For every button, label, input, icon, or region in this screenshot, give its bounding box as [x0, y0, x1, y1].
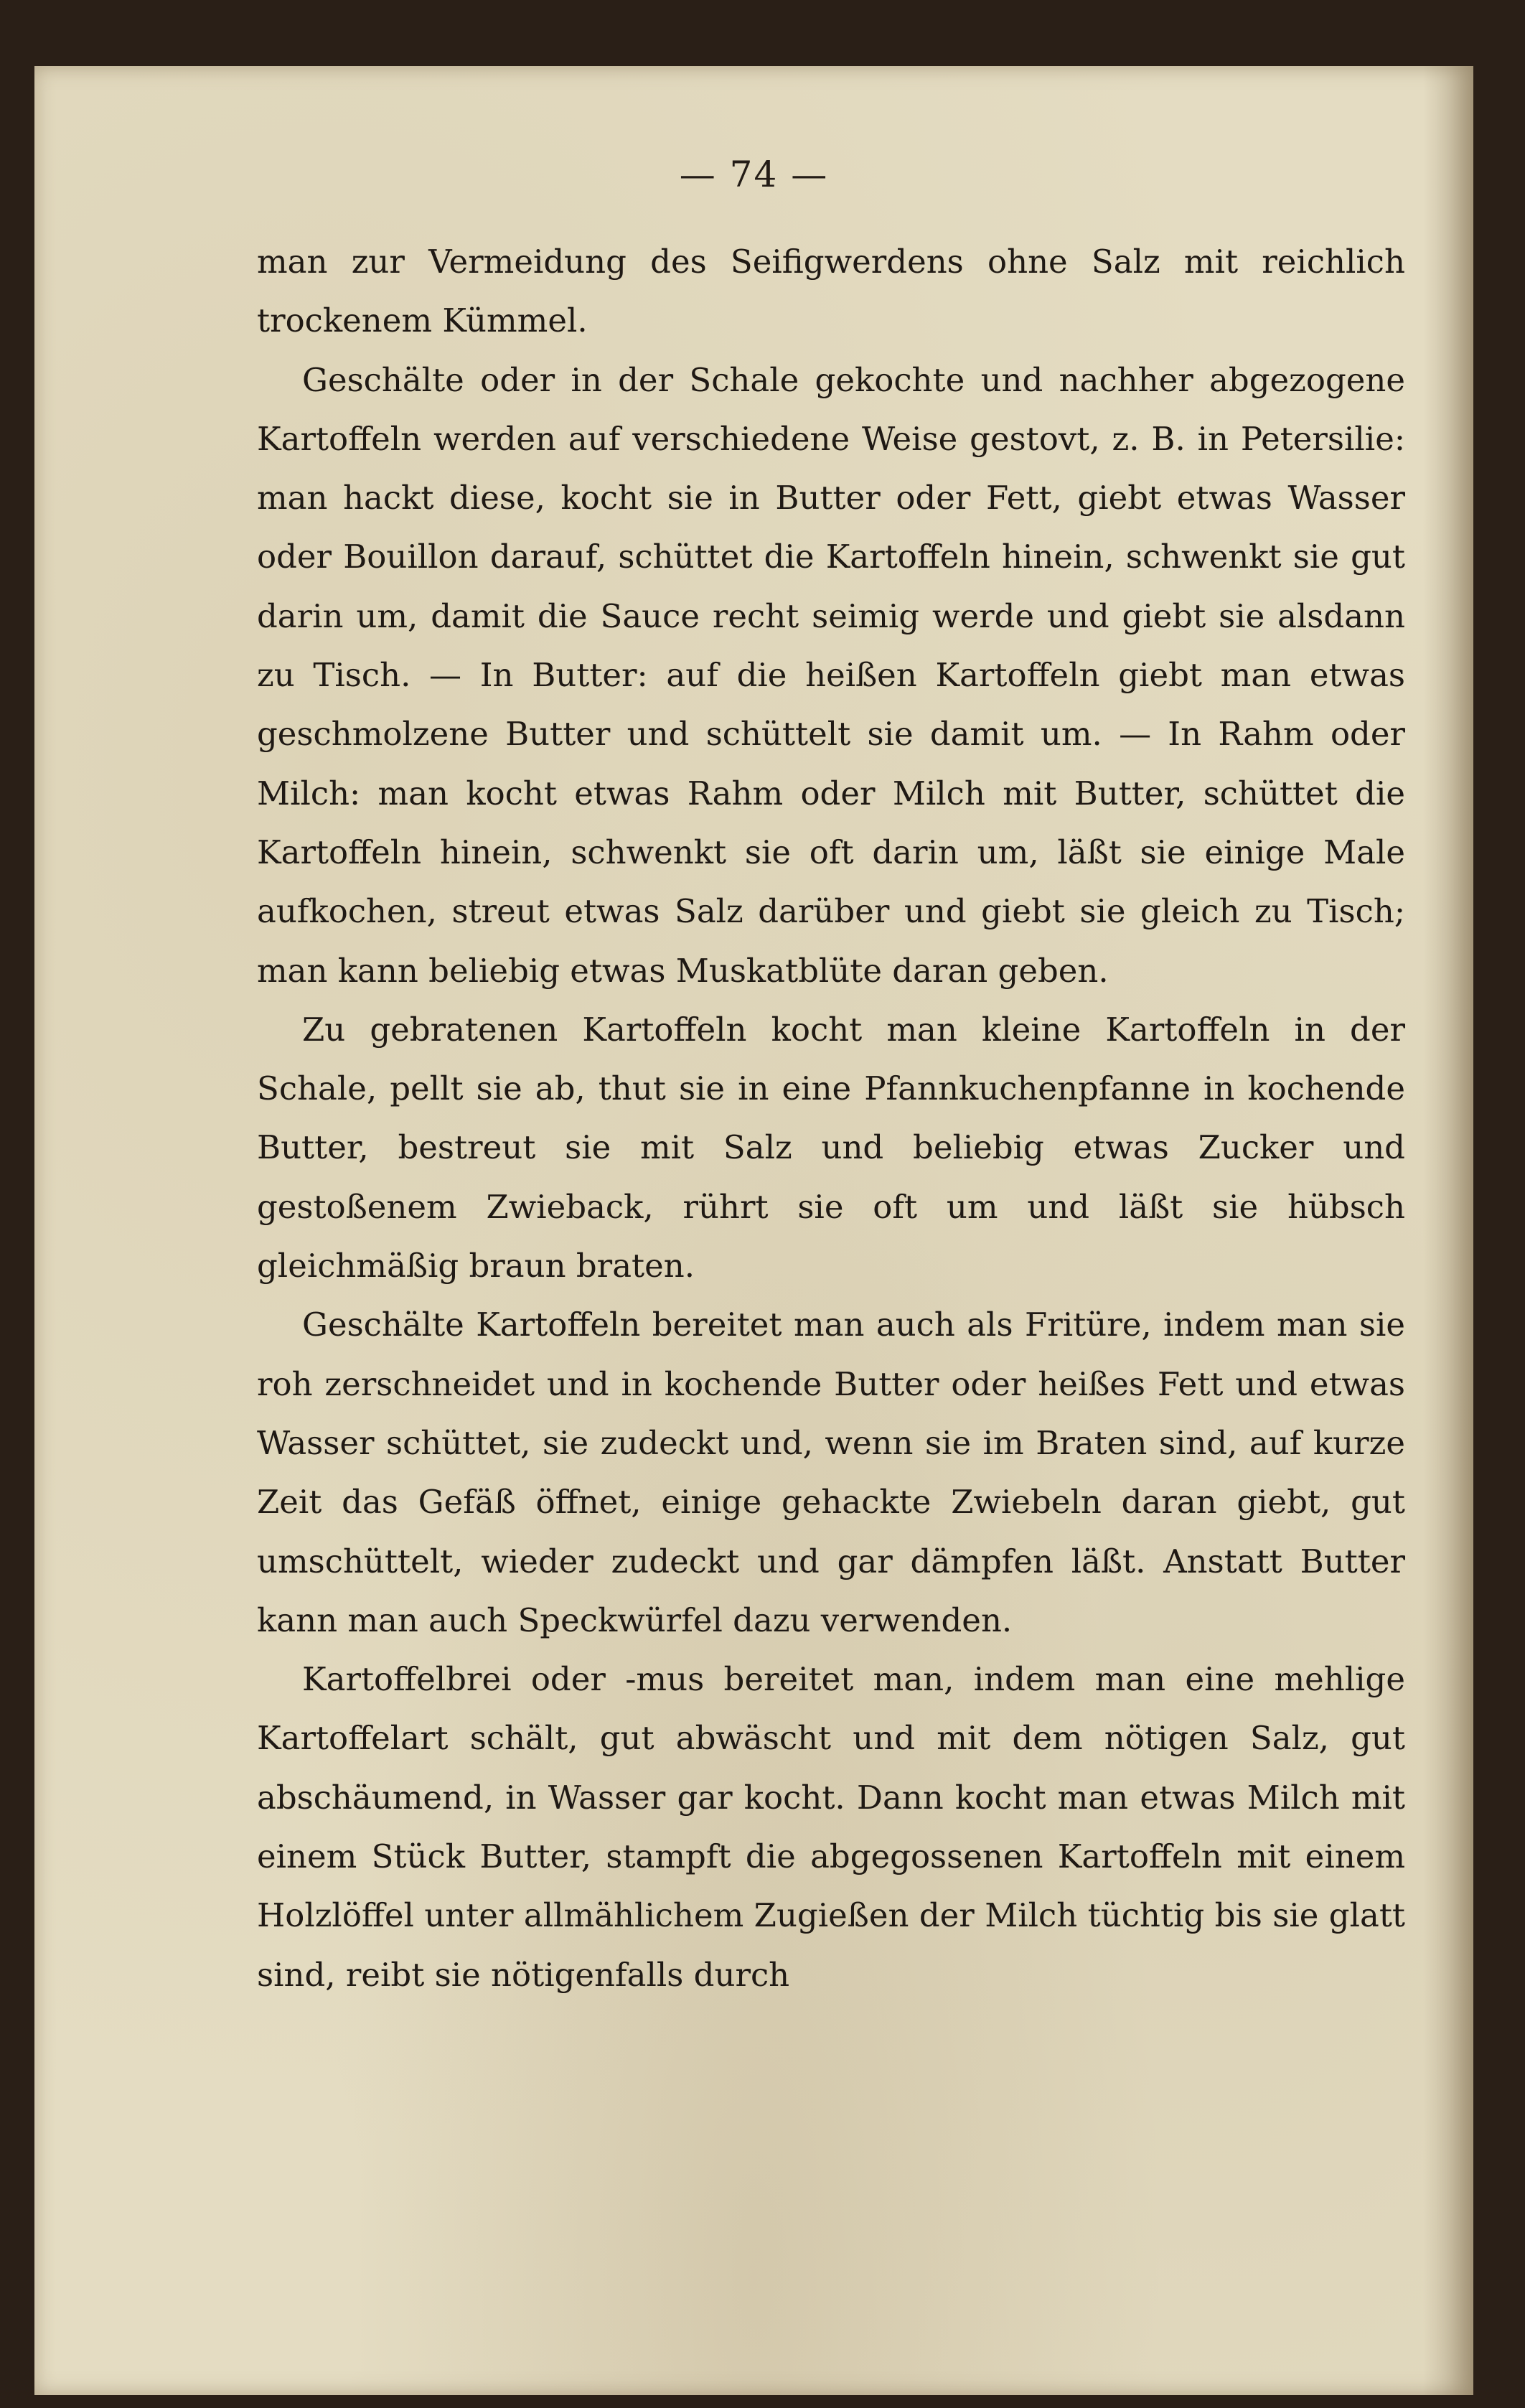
- paragraph-1: man zur Vermeidung des Seifigwerdens ohne Salz mit reichlich trockenem Kümmel.: [257, 243, 1405, 340]
- paragraph-4: Geschälte Kartoffeln bereitet man auch als Fritüre, indem man sie roh zerschneidet und in kochende Butter oder heißes Fett und etwas Wasser schüttet, sie zudeckt und, wenn sie im Braten sind, auf kurze Zeit das Gefäß öffnet, einige gehackte Zwiebeln daran giebt, gut umschüttelt, wieder zudeckt und gar dämpfen läßt. Anstatt Butter kann man auch Speckwürfel dazu verwenden.: [257, 1306, 1405, 1639]
- paragraph-3: Zu gebratenen Kartoffeln kocht man kleine Kartoffeln in der Schale, pellt sie ab, thut sie in eine Pfannkuchenpfanne in kochende Butter, bestreut sie mit Salz und beliebig etwas Zucker und gestoßenem Zwieback, rührt sie oft um und läßt sie hübsch gleichmäßig braun braten.: [257, 1010, 1405, 1285]
- page-number: — 74 —: [679, 154, 829, 195]
- page-edge-shadow: [1423, 66, 1473, 2395]
- book-page: [34, 66, 1473, 2395]
- paragraph-2: Geschälte oder in der Schale gekochte und nachher abgezogene Kartoffeln werden auf verschiedene Weise gestovt, z. B. in Petersilie: man hackt diese, kocht sie in Butter oder Fett, giebt etwas Wasser oder Bouillon darauf, schüttet die Kartoffeln hinein, schwenkt sie gut darin um, damit die Sauce recht seimig werde und giebt sie alsdann zu Tisch. — In Butter: auf die heißen Kartoffeln giebt man etwas geschmolzene Butter und schüttelt sie damit um. — In Rahm oder Milch: man kocht etwas Rahm oder Milch mit Butter, schüttet die Kartoffeln hinein, schwenkt sie oft darin um, läßt sie einige Male aufkochen, streut etwas Salz darüber und giebt sie gleich zu Tisch; man kann beliebig etwas Muskatblüte daran geben.: [257, 360, 1405, 990]
- page-body-text: [257, 233, 1405, 2005]
- paragraph-5: Kartoffelbrei oder -mus bereitet man, indem man eine mehlige Kartoffelart schält, gut abwäscht und mit dem nötigen Salz, gut abschäumend, in Wasser gar kocht. Dann kocht man etwas Milch mit einem Stück Butter, stampft die abgegossenen Kartoffeln mit einem Holzlöffel unter allmählichem Zugießen der Milch tüchtig bis sie glatt sind, reibt sie nötigenfalls durch: [257, 1660, 1405, 1994]
